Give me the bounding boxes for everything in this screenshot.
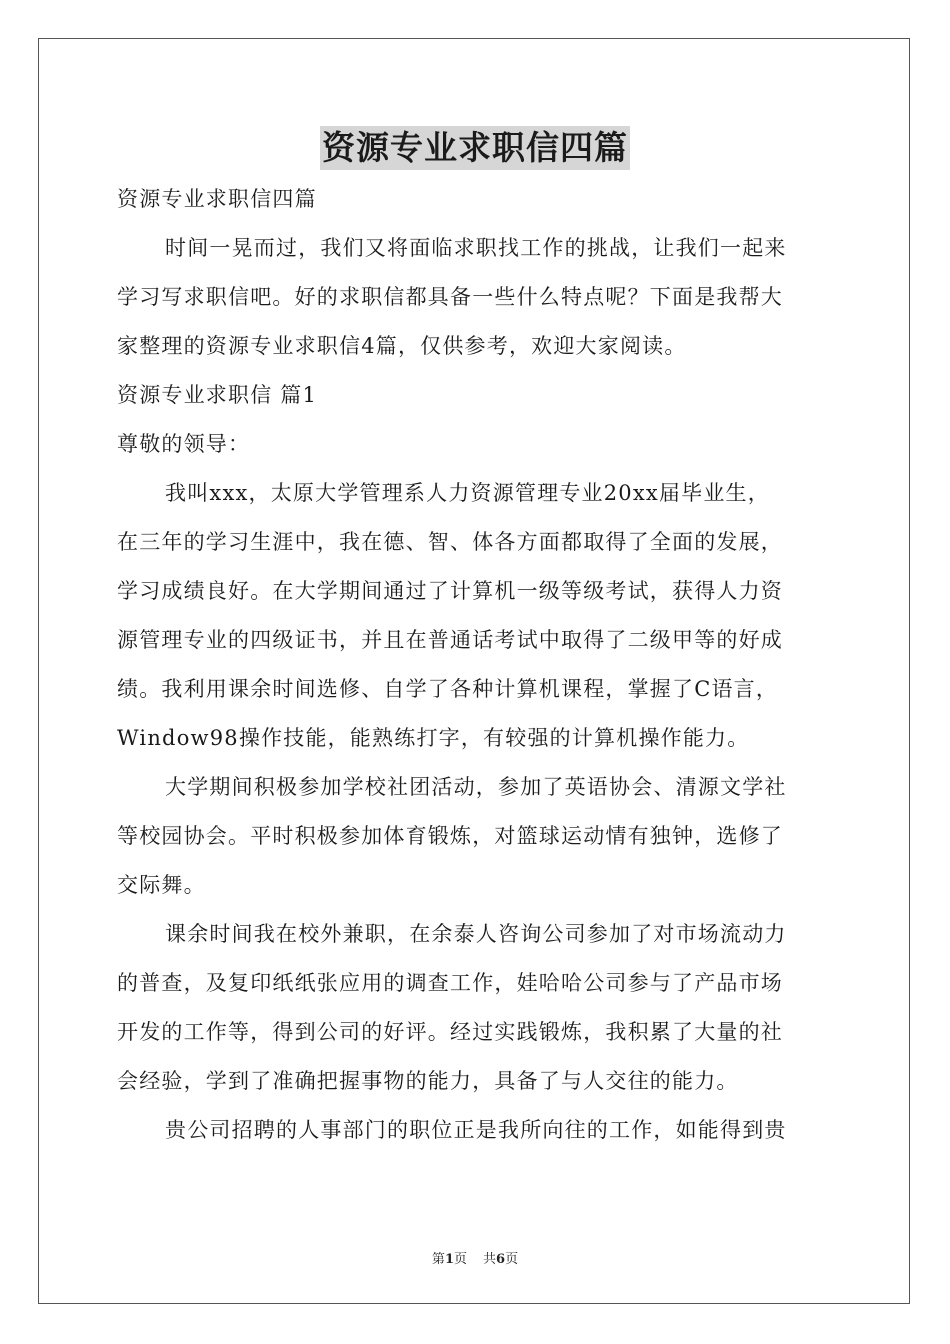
text-line: 贵公司招聘的人事部门的职位正是我所向往的工作，如能得到贵 (165, 1118, 787, 1142)
text-line: 交际舞。 (117, 873, 206, 897)
page-footer (0, 1248, 950, 1267)
text-line: 绩。我利用课余时间选修、自学了各种计算机课程，掌握了C语言， (117, 677, 779, 701)
total-suffix: 页 (505, 1252, 519, 1267)
text-line: 资源专业求职信 篇1 (117, 383, 318, 407)
page-suffix: 页 (453, 1252, 467, 1267)
text-line: 在三年的学习生涯中，我在德、智、体各方面都取得了全面的发展， (117, 530, 783, 554)
text-line: 大学期间积极参加学校社团活动，参加了英语协会、清源文学社 (165, 775, 787, 799)
document-title: 资源专业求职信四篇 (320, 126, 630, 170)
total-pages: 6 (496, 1252, 506, 1267)
text-line: 等校园协会。平时积极参加体育锻炼，对篮球运动情有独钟，选修了 (117, 824, 783, 848)
text-line: 时间一晃而过，我们又将面临求职找工作的挑战，让我们一起来 (165, 236, 787, 260)
total-prefix: 共 (483, 1252, 497, 1267)
text-line: 学习写求职信吧。好的求职信都具备一些什么特点呢？下面是我帮大 (117, 285, 783, 309)
text-line: 的普查，及复印纸纸张应用的调查工作，娃哈哈公司参与了产品市场 (117, 971, 783, 995)
title-wrap (0, 126, 950, 170)
text-line: 我叫xxx，太原大学管理系人力资源管理专业20xx届毕业生， (165, 481, 770, 505)
text-line: 开发的工作等，得到公司的好评。经过实践锻炼，我积累了大量的社 (117, 1020, 783, 1044)
document-body (117, 175, 837, 1155)
text-line: 源管理专业的四级证书，并且在普通话考试中取得了二级甲等的好成 (117, 628, 783, 652)
text-line: 会经验，学到了准确把握事物的能力，具备了与人交往的能力。 (117, 1069, 739, 1093)
text-line: Window98操作技能，能熟练打字，有较强的计算机操作能力。 (117, 726, 750, 750)
text-line: 资源专业求职信四篇 (117, 187, 317, 211)
page-prefix: 第 (431, 1252, 445, 1267)
text-line: 课余时间我在校外兼职，在余泰人咨询公司参加了对市场流动力 (165, 922, 787, 946)
text-line: 学习成绩良好。在大学期间通过了计算机一级等级考试，获得人力资 (117, 579, 783, 603)
page-number: 1 (444, 1252, 454, 1267)
text-line: 家整理的资源专业求职信4篇，仅供参考，欢迎大家阅读。 (117, 334, 687, 358)
text-line: 尊敬的领导： (117, 432, 251, 456)
